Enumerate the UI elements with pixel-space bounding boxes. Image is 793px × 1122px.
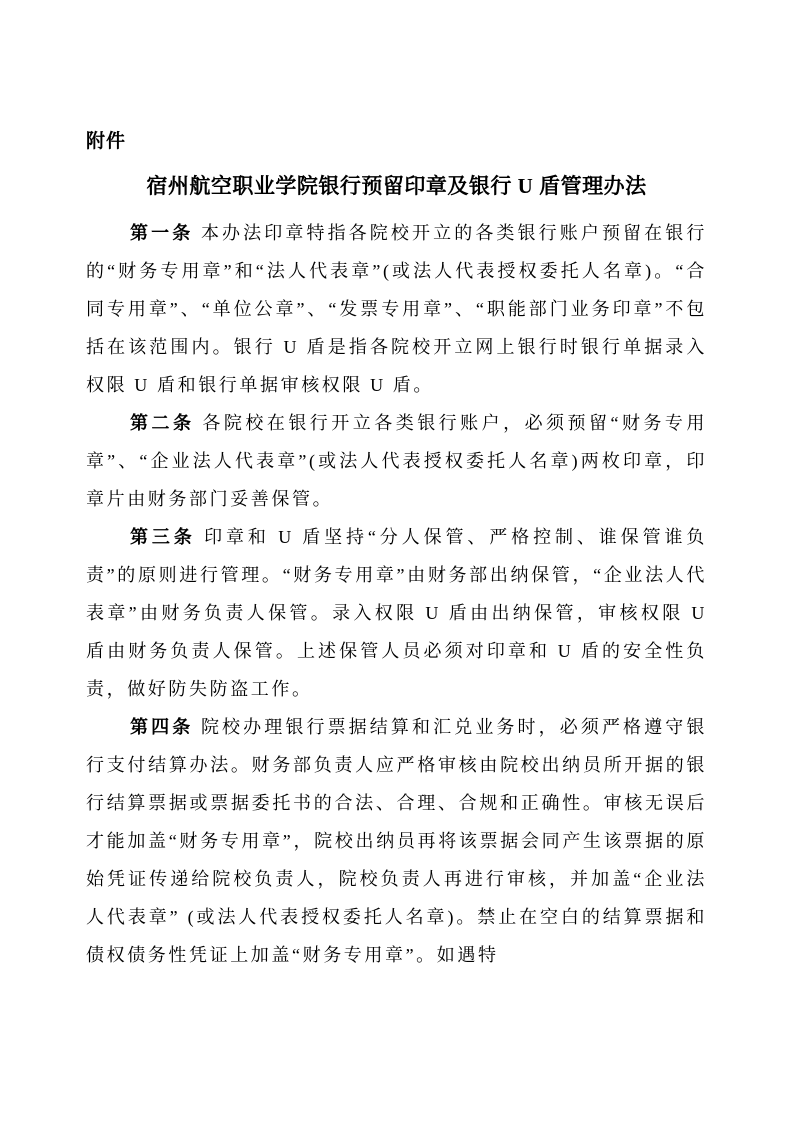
article-4-text: 院校办理银行票据结算和汇兑业务时，必须严格遵守银行支付结算办法。财务部负责人应严格审核由院校出纳员所开据的银行结算票据或票据委托书的合法、合理、合规和正确性。审核无误后才能加盖“财务专用章”，院校出纳员再将该票据会同产生该票据的原始凭证传递给院校负责人，院校负责人再进行审核，并加盖“企业法人代表章” (或法人代表授权委托人名章)。禁止在空白的结算票据和债权债务性凭证上加盖“财务专用章”。如遇特: [86, 717, 707, 965]
paragraph-article-3: [86, 518, 707, 708]
article-1-text: 本办法印章特指各院校开立的各类银行账户预留在银行的“财务专用章”和“法人代表章”(或法人代表授权委托人名章)。“合同专用章”、“单位公章”、“发票专用章”、“职能部门业务印章”不包括在该范围内。银行 U 盾是指各院校开立网上银行时银行单据录入权限 U 盾和银行单据审核权限 U 盾。: [86, 223, 707, 395]
article-1-label: 第一条: [130, 223, 194, 243]
document-body: [86, 214, 707, 974]
paragraph-article-1: [86, 214, 707, 404]
article-3-label: 第三条: [130, 527, 196, 547]
attachment-label: 附件: [86, 131, 127, 152]
article-2-label: 第二条: [130, 413, 195, 433]
article-4-label: 第四条: [130, 717, 194, 737]
article-3-text: 印章和 U 盾坚持“分人保管、严格控制、谁保管谁负责”的原则进行管理。“财务专用章”由财务部出纳保管，“企业法人代表章”由财务负责人保管。录入权限 U 盾由出纳保管，审核权限 U 盾由财务负责人保管。上述保管人员必须对印章和 U 盾的安全性负责，做好防失防盗工作。: [86, 527, 707, 699]
paragraph-article-4: [86, 708, 707, 974]
article-2-text: 各院校在银行开立各类银行账户，必须预留“财务专用章”、“企业法人代表章”(或法人代表授权委托人名章)两枚印章，印章片由财务部门妥善保管。: [86, 413, 707, 509]
document-title: 宿州航空职业学院银行预留印章及银行 U 盾管理办法: [146, 174, 647, 198]
paragraph-article-2: [86, 404, 707, 518]
